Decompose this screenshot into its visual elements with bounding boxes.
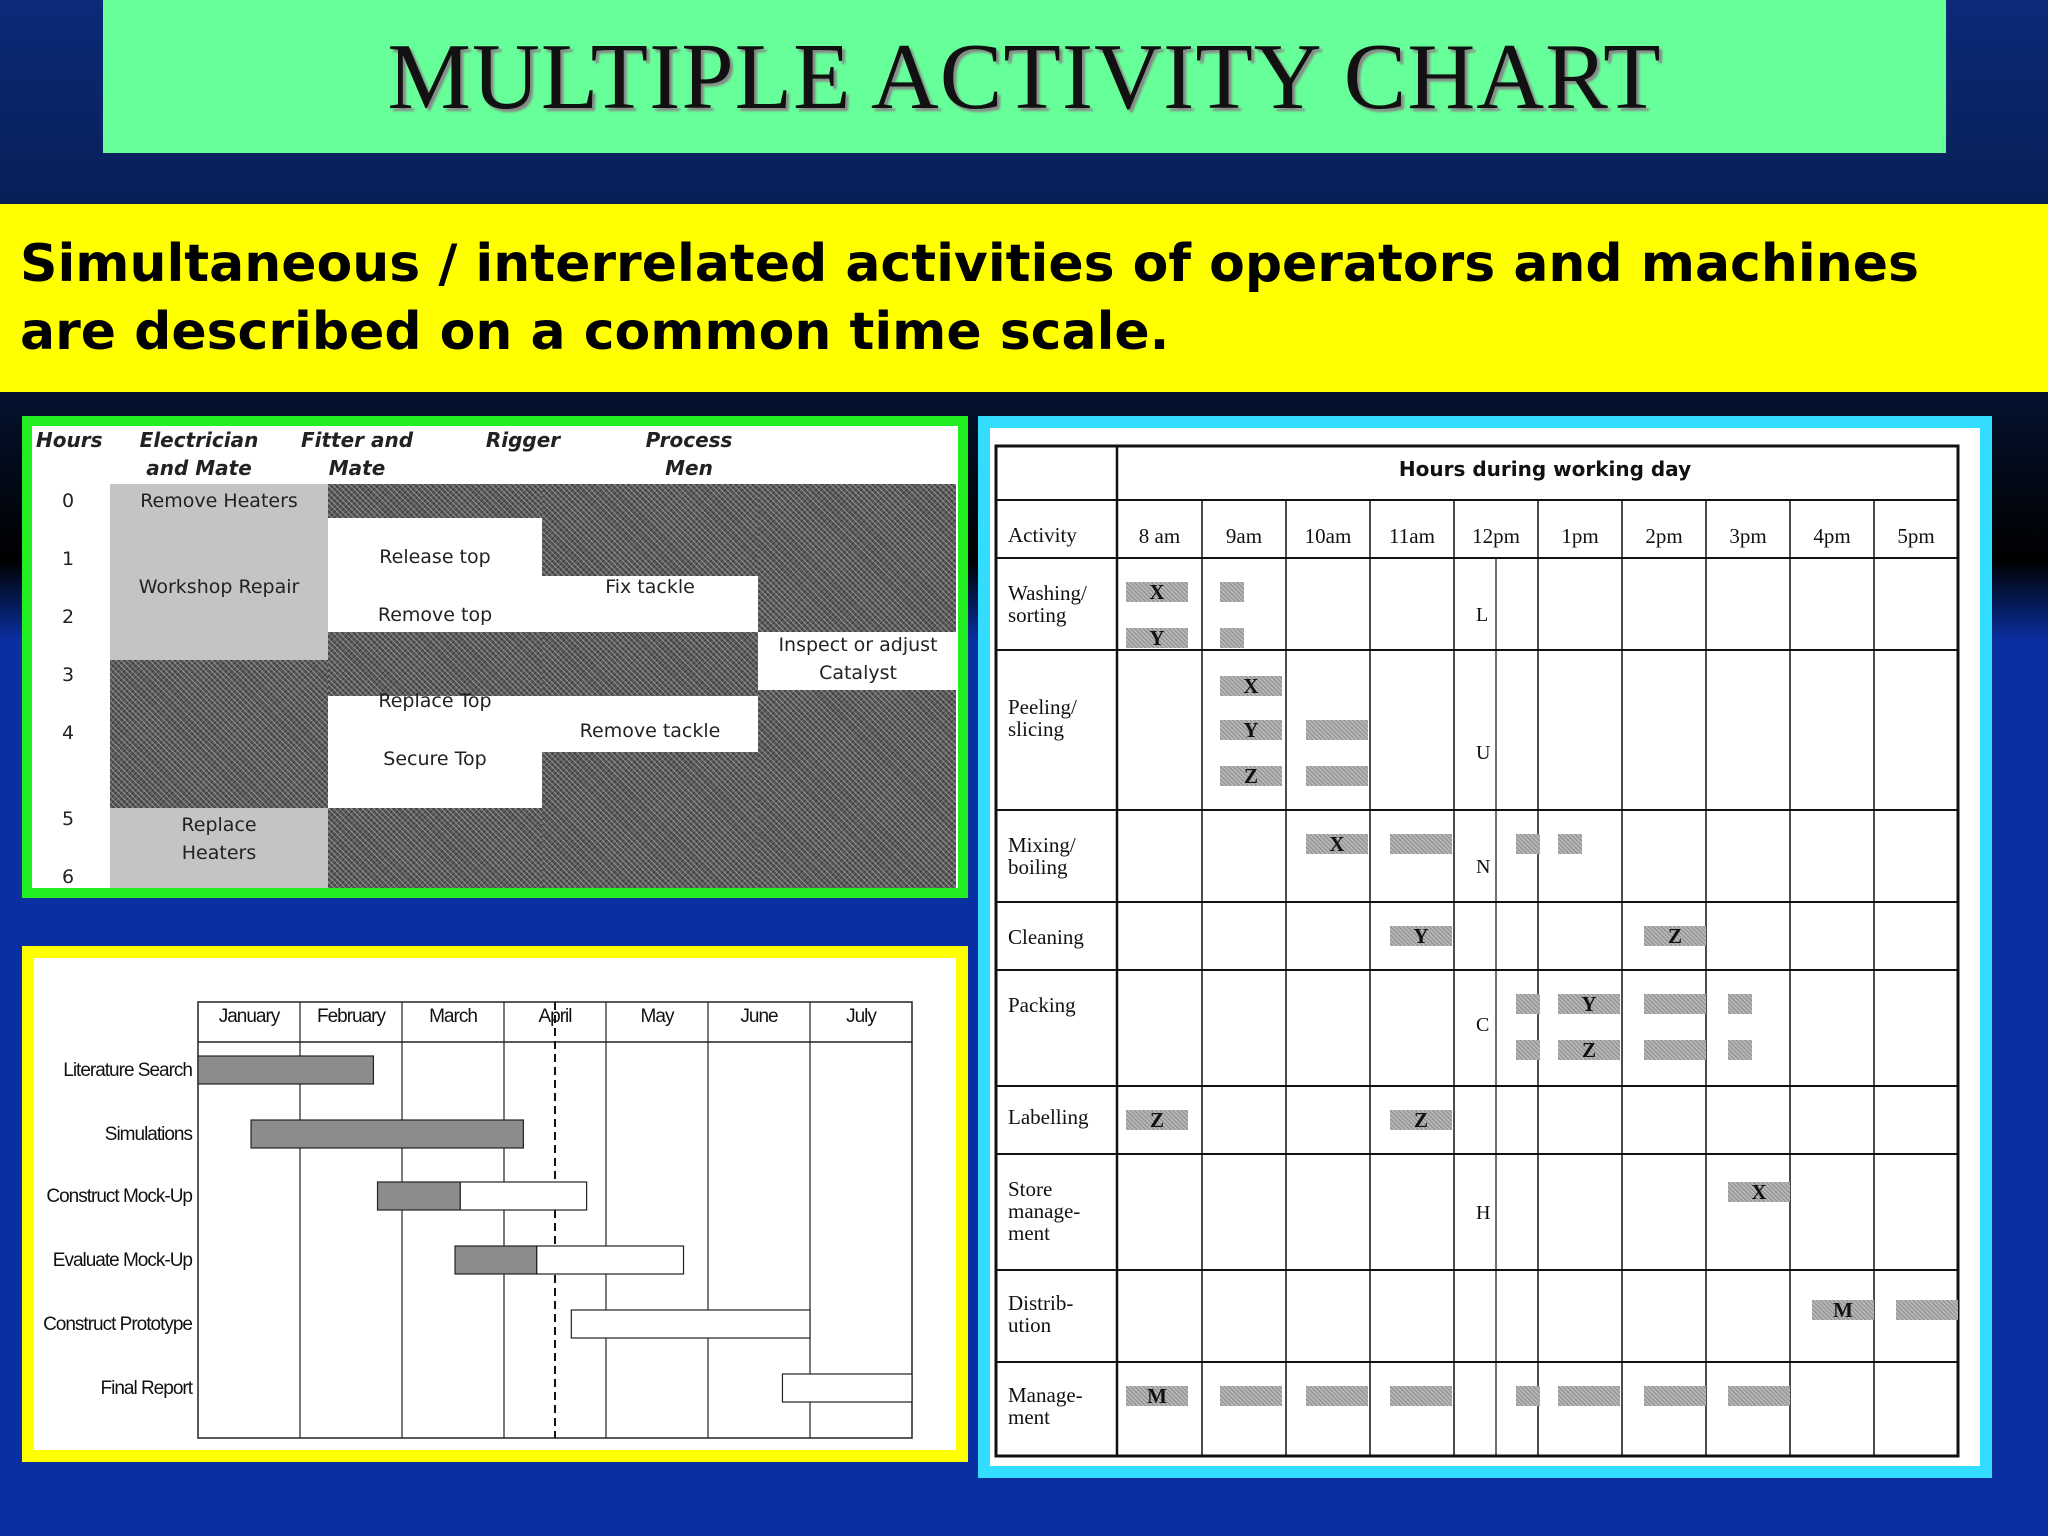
secure-top-label: Secure Top: [383, 748, 487, 770]
lunch-letter: H: [1476, 1202, 1491, 1224]
task-block: [1728, 994, 1752, 1014]
fitter-header-2: Mate: [328, 456, 386, 480]
title-banner: [103, 0, 1946, 153]
activity-name: Manage- ment: [1008, 1383, 1083, 1429]
gantt-chart: [22, 946, 968, 1462]
task-block: [1390, 834, 1452, 854]
activity-name: Cleaning: [1008, 925, 1084, 949]
lunch-letter: C: [1476, 1014, 1490, 1036]
task-block: [1896, 1300, 1958, 1320]
task-block: Y: [1220, 720, 1282, 740]
fitter-header-1: Fitter and: [300, 428, 414, 452]
gantt-bar-remaining: [571, 1310, 810, 1338]
process-header-2: Men: [665, 456, 713, 480]
task-block: [1516, 994, 1540, 1014]
gantt-task-label: Construct Prototype: [43, 1314, 192, 1335]
task-block: Z: [1126, 1110, 1188, 1130]
lunch-letter: N: [1476, 856, 1491, 878]
subtitle-banner: [0, 204, 2048, 392]
activity-name: Store manage- ment: [1008, 1177, 1081, 1245]
activity-name: Washing/ sorting: [1008, 581, 1087, 627]
subtitle-line-2: are described on a common time scale.: [20, 302, 1170, 362]
gantt-task-label: Final Report: [100, 1378, 192, 1399]
hour-header: 3pm: [1729, 524, 1767, 548]
task-block: X: [1728, 1182, 1790, 1202]
hour-label: 3: [61, 664, 75, 686]
task-block: [1220, 582, 1244, 602]
activity-name: Distrib- ution: [1008, 1291, 1074, 1337]
activity-name: Labelling: [1008, 1105, 1089, 1129]
hour-header: 1pm: [1561, 524, 1599, 548]
hours-header: Hours: [36, 428, 103, 452]
replace-top-label: Replace Top: [378, 690, 492, 712]
activity-header: Activity: [1008, 523, 1077, 547]
page-title: MULTIPLE ACTIVITY CHART: [387, 24, 1662, 129]
inspect-label-1: Inspect or adjust: [778, 634, 938, 656]
gantt-bar-done: [378, 1182, 461, 1210]
task-block: Z: [1558, 1040, 1620, 1060]
remove-tackle-label: Remove tackle: [579, 720, 721, 742]
task-block: [1644, 1386, 1706, 1406]
task-block: [1306, 1386, 1368, 1406]
task-block: [1220, 628, 1244, 648]
process-header-1: Process: [645, 428, 733, 452]
task-block: Y: [1390, 926, 1452, 946]
gantt-bar-done: [455, 1246, 537, 1274]
gantt-task-label: Evaluate Mock-Up: [52, 1250, 192, 1271]
hour-header: 5pm: [1897, 524, 1935, 548]
inspect-label-2: Catalyst: [819, 662, 897, 684]
hour-label: 1: [61, 548, 75, 570]
gantt-task-label: Simulations: [104, 1124, 192, 1145]
hour-label: 2: [61, 606, 75, 628]
gantt-month-label: April: [538, 1006, 572, 1027]
gantt-month-label: June: [740, 1006, 778, 1027]
hour-header: 12pm: [1472, 524, 1520, 548]
gantt-bar-remaining: [537, 1246, 684, 1274]
crew-activity-chart: [22, 416, 968, 898]
hour-header: 8 am: [1138, 524, 1181, 548]
hour-label: 5: [61, 808, 75, 830]
schedule-header: Hours during working day: [1398, 457, 1692, 481]
hour-header: 11am: [1389, 524, 1435, 548]
remove-top-label: Remove top: [377, 604, 493, 626]
task-block: Y: [1126, 628, 1188, 648]
replace-heaters-label-1: Replace: [181, 814, 257, 836]
task-block: [1516, 1040, 1540, 1060]
gantt-bar-done: [198, 1056, 373, 1084]
task-block: [1390, 1386, 1452, 1406]
hour-header: 2pm: [1645, 524, 1683, 548]
task-block: X: [1126, 582, 1188, 602]
gantt-task-label: Literature Search: [63, 1060, 192, 1081]
task-block: [1516, 834, 1540, 854]
task-block: [1306, 766, 1368, 786]
task-block: X: [1306, 834, 1368, 854]
hour-label: 0: [61, 490, 75, 512]
task-block: Z: [1644, 926, 1706, 946]
task-block: [1728, 1040, 1752, 1060]
task-block: [1644, 994, 1706, 1014]
hour-header: 9am: [1225, 524, 1263, 548]
task-block: Z: [1220, 766, 1282, 786]
task-block: [1558, 1386, 1620, 1406]
workshop-repair-label: Workshop Repair: [138, 576, 300, 598]
remove-heaters-label: Remove Heaters: [140, 490, 298, 512]
activity-name: Packing: [1008, 993, 1076, 1017]
activity-name: Mixing/ boiling: [1008, 833, 1076, 879]
lunch-letter: L: [1476, 604, 1489, 626]
rigger-idle-column: [542, 484, 758, 888]
task-block: X: [1220, 676, 1282, 696]
task-block: Y: [1558, 994, 1620, 1014]
task-block: M: [1812, 1300, 1874, 1320]
task-block: M: [1126, 1386, 1188, 1406]
hour-header: 4pm: [1813, 524, 1851, 548]
gantt-month-label: February: [316, 1006, 386, 1027]
gantt-month-label: March: [429, 1006, 477, 1027]
gantt-month-label: May: [640, 1006, 674, 1027]
hour-label: 6: [61, 866, 75, 888]
task-block: Z: [1390, 1110, 1452, 1130]
gantt-month-label: January: [218, 1006, 280, 1027]
subtitle-line-1: Simultaneous / interrelated activities of operators and machines: [20, 234, 1919, 294]
gantt-bar-remaining: [782, 1374, 912, 1402]
gantt-month-label: July: [846, 1006, 876, 1027]
replace-heaters-label-2: Heaters: [181, 842, 257, 864]
lunch-letter: U: [1476, 742, 1491, 764]
task-block: [1516, 1386, 1540, 1406]
rigger-header: Rigger: [485, 428, 561, 452]
hour-label: 4: [61, 722, 75, 744]
working-day-schedule: [978, 416, 1992, 1478]
task-block: [1728, 1386, 1790, 1406]
electrician-header-1: Electrician: [139, 428, 259, 452]
task-block: [1306, 720, 1368, 740]
gantt-bar-done: [251, 1120, 523, 1148]
fix-tackle-label: Fix tackle: [605, 576, 695, 598]
electrician-idle-block: [110, 660, 328, 808]
task-block: [1644, 1040, 1706, 1060]
electrician-header-2: and Mate: [146, 456, 252, 480]
hour-header: 10am: [1304, 524, 1352, 548]
release-top-label: Release top: [379, 546, 491, 568]
activity-name: Peeling/ slicing: [1008, 695, 1077, 741]
gantt-bar-remaining: [460, 1182, 586, 1210]
task-block: [1220, 1386, 1282, 1406]
task-block: [1558, 834, 1582, 854]
gantt-task-label: Construct Mock-Up: [46, 1186, 192, 1207]
